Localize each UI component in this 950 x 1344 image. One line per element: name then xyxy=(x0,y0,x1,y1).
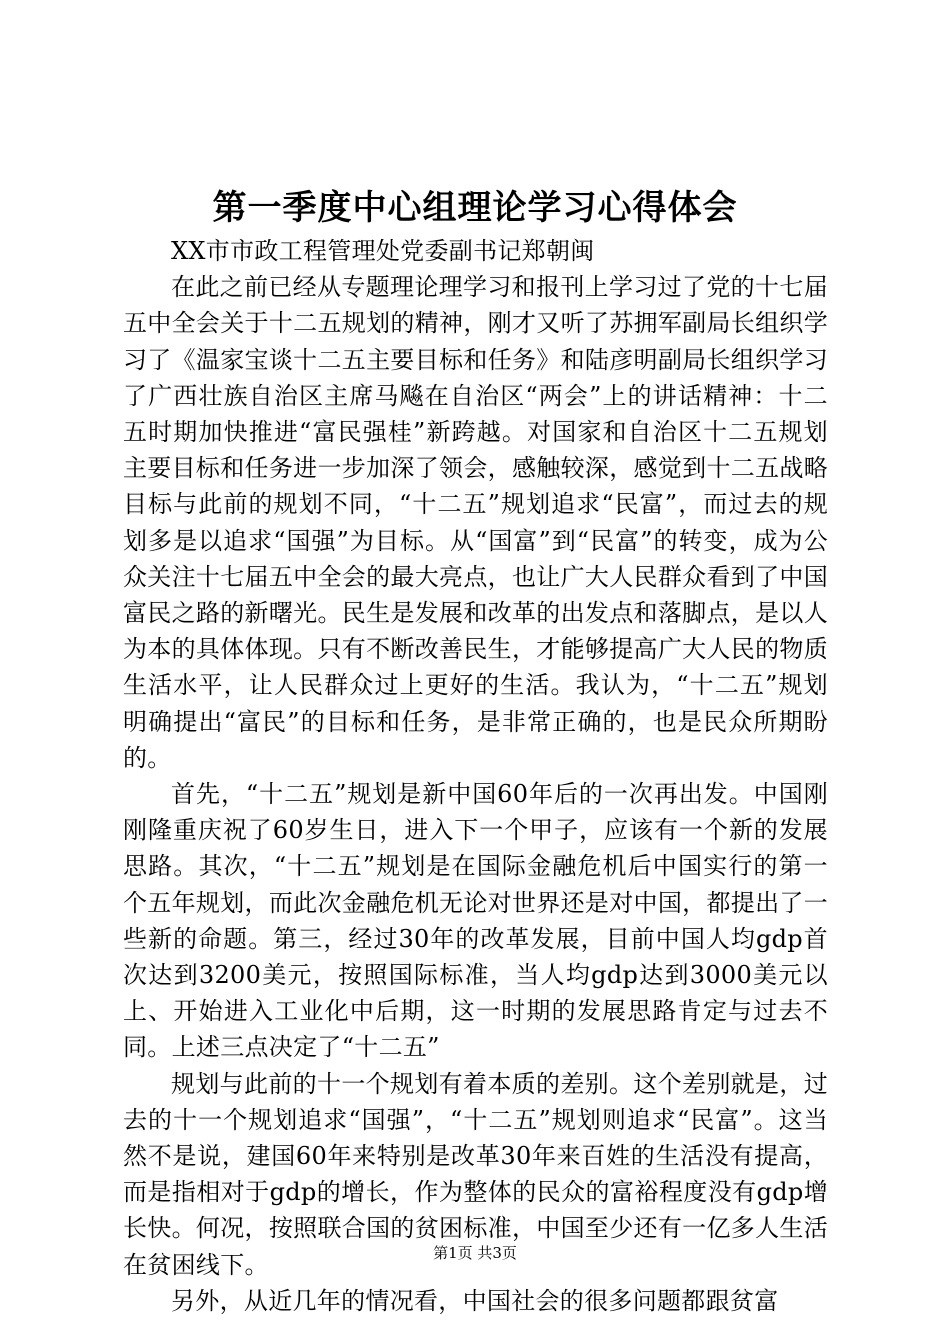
document-body xyxy=(123,233,828,1319)
body-paragraph: 规划与此前的十一个规划有着本质的差别。这个差别就是，过去的十一个规划追求“国强”，“十二五”规划则追求“民富”。这当然不是说，建国60年来特别是改革30年来百姓的生活没有提高，而是指相对于gdp的增长，作为整体的民众的富裕程度没有gdp增长快。何况，按照联合国的贫困标准，中国至少还有一亿多人生活在贫困线下。 xyxy=(123,1069,828,1279)
page-footer: 第1页 共3页 xyxy=(433,1244,517,1262)
body-paragraph: 首先，“十二五”规划是新中国60年后的一次再出发。中国刚刚隆重庆祝了60岁生日，进入下一个甲子，应该有一个新的发展思路。其次，“十二五”规划是在国际金融危机后中国实行的第一个五年规划，而此次金融危机无论对世界还是对中国，都提出了一些新的命题。第三，经过30年的改革发展，目前中国人均gdp首次达到3200美元，按照国际标准，当人均gdp达到3000美元以上、开始进入工业化中后期，这一时期的发展思路肯定与过去不同。上述三点决定了“十二五” xyxy=(123,780,828,1062)
document-title: 第一季度中心组理论学习心得体会 xyxy=(212,188,738,228)
author-line: XX市市政工程管理处党委副书记郑朝闽 xyxy=(171,237,595,265)
body-paragraph: 在此之前已经从专题理论理学习和报刊上学习过了党的十七届五中全会关于十二五规划的精神，刚才又听了苏拥军副局长组织学习了《温家宝谈十二五主要目标和任务》和陆彦明副局长组织学习了广西壮族自治区主席马飚在自治区“两会”上的讲话精神：十二五时期加快推进“富民强桂”新跨越。对国家和自治区十二五规划主要目标和任务进一步加深了领会，感触较深，感觉到十二五战略目标与此前的规划不同，“十二五”规划追求“民富”，而过去的规划多是以追求“国强”为目标。从“国富”到“民富”的转变，成为公众关注十七届五中全会的最大亮点，也让广大人民群众看到了中国富民之路的新曙光。民生是发展和改革的出发点和落脚点，是以人为本的具体体现。只有不断改善民生，才能够提高广大人民的物质生活水平，让人民群众过上更好的生活。我认为，“十二五”规划明确提出“富民”的目标和任务，是非常正确的，也是民众所期盼的。 xyxy=(123,273,828,772)
body-paragraph: 另外，从近几年的情况看，中国社会的很多问题都跟贫富 xyxy=(171,1286,779,1315)
